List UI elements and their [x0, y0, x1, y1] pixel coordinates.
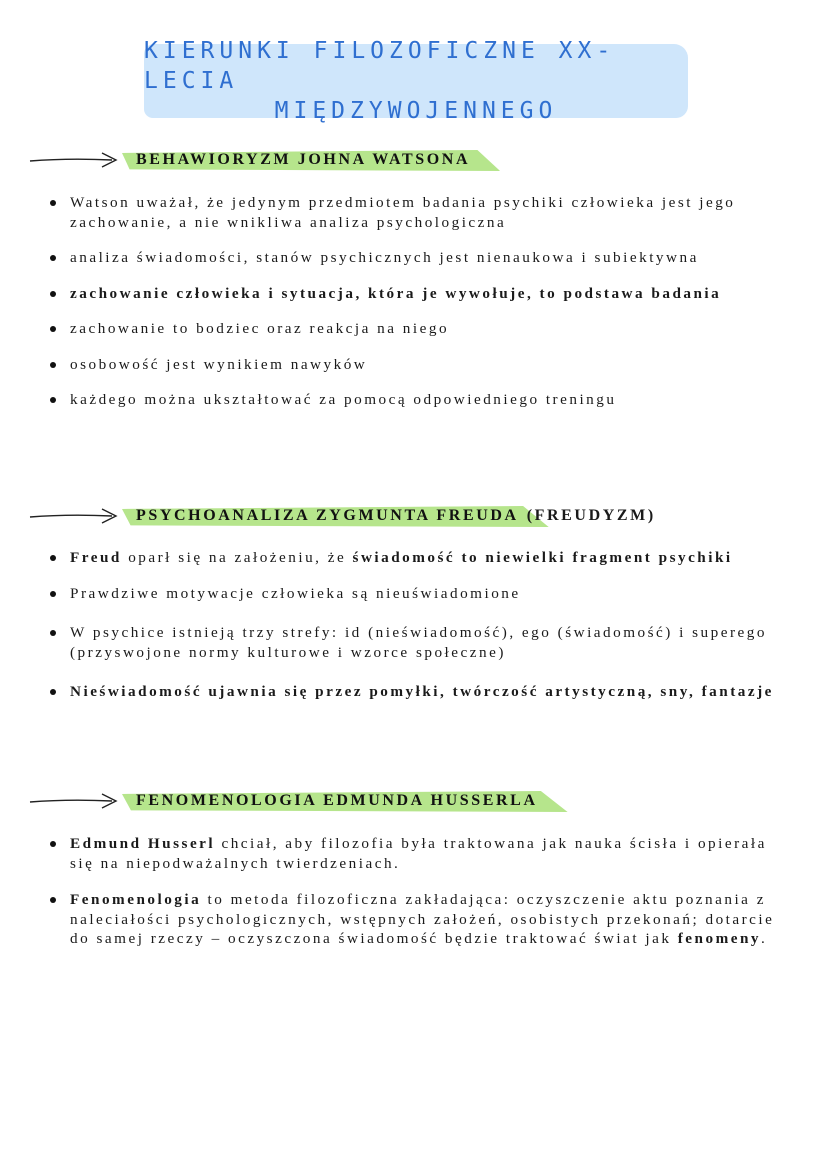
bullet-list-phenomenology	[40, 834, 780, 949]
page-title-line-2: MIĘDZYWOJENNEGO	[274, 98, 558, 124]
list-item: Prawdziwe motywacje człowieka są nieuświadomione	[40, 584, 780, 604]
list-item	[40, 548, 780, 568]
arrow-right-icon	[28, 506, 120, 526]
bold-text: świadomość to niewielki fragment psychiki	[352, 549, 733, 566]
section-heading-phenomenology	[28, 788, 568, 814]
body-text: chciał, aby filozofia była traktowana jak nauka ścisła i opierała się na niepodważalnych twierdzeniach.	[70, 835, 767, 872]
body-text: .	[761, 930, 768, 947]
body-text: oparł się na założeniu, że	[121, 549, 353, 566]
bullet-list-behaviorism	[40, 193, 780, 410]
list-item: Nieświadomość ujawnia się przez pomyłki, twórczość artystyczną, sny, fantazje	[40, 682, 780, 702]
list-item: zachowanie człowieka i sytuacja, która je wywołuje, to podstawa badania	[40, 284, 780, 304]
bold-text: Edmund Husserl	[70, 835, 216, 852]
page-title-line-1: KIERUNKI FILOZOFICZNE XX-LECIA	[144, 38, 616, 94]
list-item	[40, 890, 780, 949]
list-item: osobowość jest wynikiem nawyków	[40, 355, 780, 375]
section-heading-extra: (FREUDYZM)	[526, 507, 656, 524]
list-item: Watson uważał, że jedynym przedmiotem badania psychiki człowieka jest jego zachowanie, a nie wnikliwa analiza psychologiczna	[40, 193, 780, 232]
bullet-list-psychoanalysis	[40, 548, 780, 702]
section-heading-text: BEHAWIORYZM JOHNA WATSONA	[122, 149, 500, 171]
list-item: analiza świadomości, stanów psychicznych jest nienaukowa i subiektywna	[40, 248, 780, 268]
list-item: W psychice istnieją trzy strefy: id (nieświadomość), ego (świadomość) i superego (przyswojone normy kulturowe i wzorce społeczne)	[40, 623, 780, 662]
list-item: każdego można ukształtować za pomocą odpowiedniego treningu	[40, 390, 780, 410]
section-heading-text: FENOMENOLOGIA EDMUNDA HUSSERLA	[122, 790, 568, 812]
section-heading-text: PSYCHOANALIZA ZYGMUNTA FREUDA	[122, 505, 549, 527]
bold-text: fenomeny	[677, 930, 762, 947]
section-heading-behaviorism	[28, 147, 500, 173]
body-text: to metoda filozoficzna zakładająca: oczyszczenie aktu poznania z naleciałości psychologicznych, wstępnych założeń, osobistych przekonań; dotarcie do samej rzeczy – oczyszczona świadomość będzie traktować świat jak	[70, 891, 775, 947]
bold-text: Fenomenologia	[70, 891, 202, 908]
bold-text: Freud	[70, 549, 122, 566]
list-item: zachowanie to bodziec oraz reakcja na niego	[40, 319, 780, 339]
section-heading-psychoanalysis	[28, 503, 656, 529]
page-title-banner	[144, 38, 688, 124]
arrow-right-icon	[28, 150, 120, 170]
arrow-right-icon	[28, 791, 120, 811]
list-item	[40, 834, 780, 873]
